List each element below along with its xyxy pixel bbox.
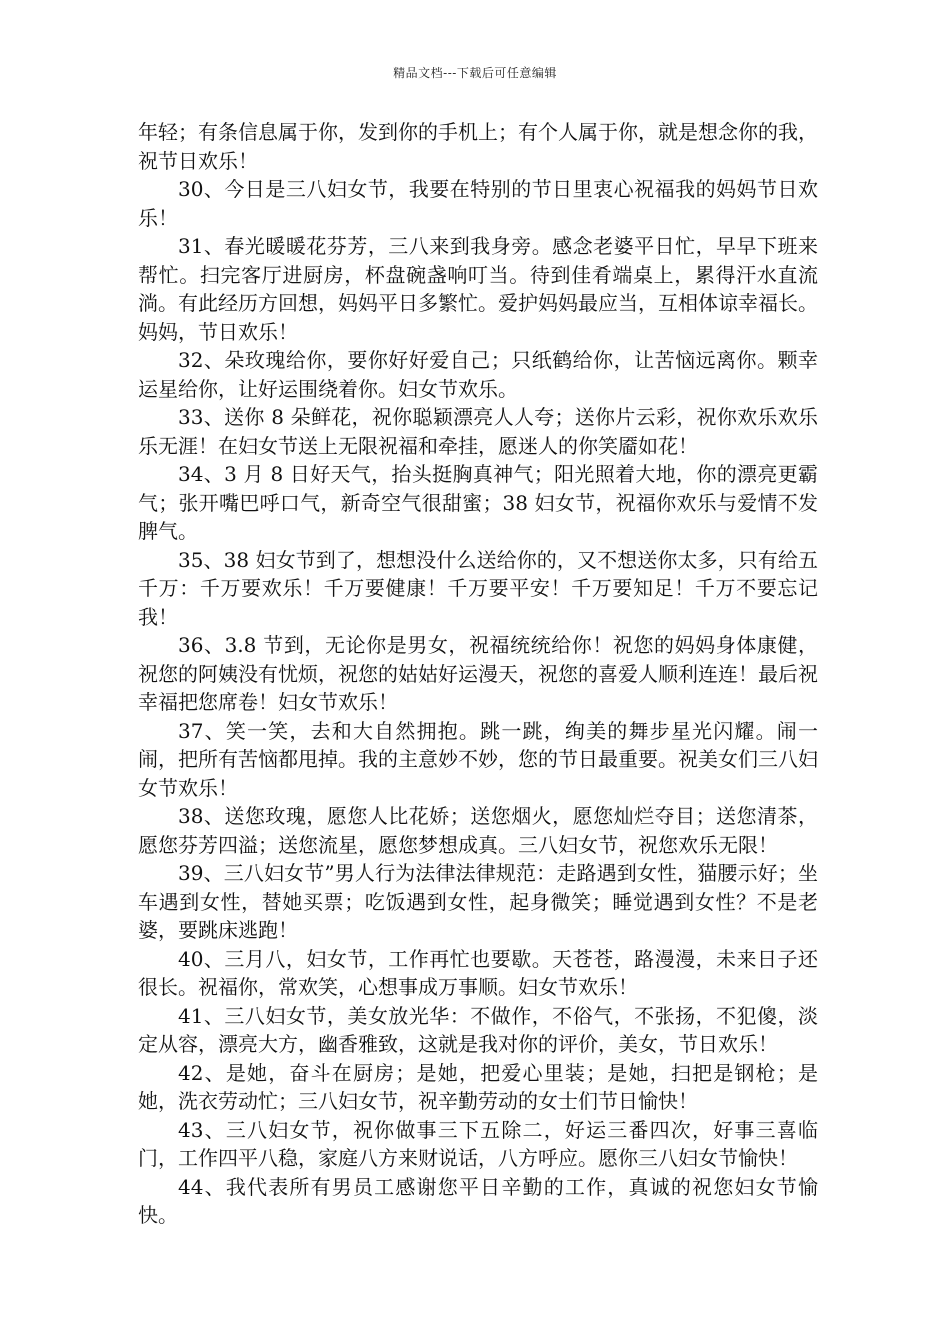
paragraph-41: 41、三八妇女节，美女放光华：不做作，不俗气，不张扬，不犯傻，淡定从容，漂亮大方，幽香雅致，这就是我对你的评价，美女，节日欢乐！ bbox=[138, 1003, 818, 1056]
paragraph-36: 36、3.8 节到，无论你是男女，祝福统统给你！祝您的妈妈身体康健，祝您的阿姨没有忧烦，祝您的姑姑好运漫天，祝您的喜爱人顺利连连！最后祝幸福把您席卷！妇女节欢乐！ bbox=[138, 633, 818, 714]
paragraph-31: 31、春光暖暖花芬芳，三八来到我身旁。感念老婆平日忙，早早下班来帮忙。扫完客厅进厨房，杯盘碗盏响叮当。待到佳肴端桌上，累得汗水直流淌。有此经历方回想，妈妈平日多繁忙。爱护妈妈最应当，互相体谅幸福长。妈妈，节日欢乐！ bbox=[138, 234, 818, 344]
paragraph-33: 33、送你 8 朵鲜花，祝你聪颖漂亮人人夸；送你片云彩，祝你欢乐欢乐乐无涯！在妇女节送上无限祝福和牵挂，愿迷人的你笑靥如花！ bbox=[138, 405, 818, 458]
page-header: 精品文档---下载后可任意编辑 bbox=[393, 66, 557, 80]
document-body bbox=[138, 118, 818, 1230]
paragraph-37: 37、笑一笑，去和大自然拥抱。跳一跳，绚美的舞步星光闪耀。闹一闹，把所有苦恼都甩掉。我的主意妙不妙，您的节日最重要。祝美女们三八妇女节欢乐！ bbox=[138, 718, 818, 800]
paragraph-34: 34、3 月 8 日好天气，抬头挺胸真神气；阳光照着大地，你的漂亮更霸气；张开嘴巴呼口气，新奇空气很甜蜜；38 妇女节，祝福你欢乐与爱情不发脾气。 bbox=[138, 462, 818, 543]
paragraph-32: 32、朵玫瑰给你，要你好好爱自己；只纸鹤给你，让苦恼远离你。颗幸运星给你，让好运围绕着你。妇女节欢乐。 bbox=[138, 348, 818, 401]
paragraph-42: 42、是她，奋斗在厨房；是她，把爱心里装；是她，扫把是钢枪；是她，洗衣劳动忙；三八妇女节，祝辛勤劳动的女士们节日愉快！ bbox=[138, 1060, 818, 1113]
paragraph-38: 38、送您玫瑰，愿您人比花娇；送您烟火，愿您灿烂夺目；送您清茶，愿您芬芳四溢；送您流星，愿您梦想成真。三八妇女节，祝您欢乐无限！ bbox=[138, 804, 818, 857]
paragraph-29-continued: 年轻；有条信息属于你，发到你的手机上；有个人属于你，就是想念你的我，祝节日欢乐！ bbox=[138, 120, 818, 173]
paragraph-44: 44、我代表所有男员工感谢您平日辛勤的工作，真诚的祝您妇女节愉快。 bbox=[138, 1174, 818, 1227]
paragraph-43: 43、三八妇女节，祝你做事三下五除二，好运三番四次，好事三喜临门，工作四平八稳，家庭八方来财说话，八方呼应。愿你三八妇女节愉快！ bbox=[138, 1117, 818, 1170]
paragraph-35: 35、38 妇女节到了，想想没什么送给你的，又不想送你太多，只有给五千万：千万要欢乐！千万要健康！千万要平安！千万要知足！千万不要忘记我！ bbox=[138, 547, 818, 629]
paragraph-30: 30、今日是三八妇女节，我要在特别的节日里衷心祝福我的妈妈节日欢乐！ bbox=[138, 177, 818, 230]
paragraph-40: 40、三月八，妇女节，工作再忙也要歇。天苍苍，路漫漫，未来日子还很长。祝福你，常欢笑，心想事成万事顺。妇女节欢乐！ bbox=[138, 946, 818, 999]
paragraph-39: 39、三八妇女节”男人行为法律法律规范：走路遇到女性，猫腰示好；坐车遇到女性，替她买票；吃饭遇到女性，起身微笑；睡觉遇到女性？不是老婆，要跳床逃跑！ bbox=[138, 861, 818, 942]
